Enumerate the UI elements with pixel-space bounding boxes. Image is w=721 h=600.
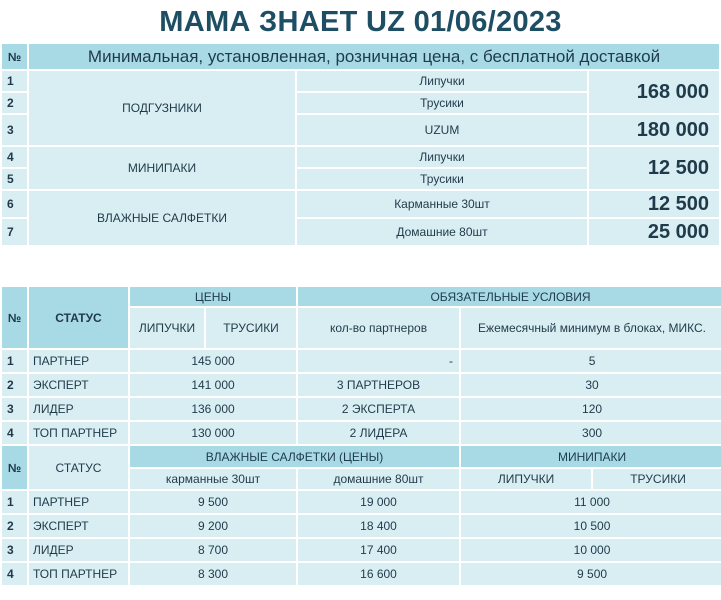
partner-count: 2 ЭКСПЕРТА xyxy=(298,398,459,420)
page-title: МАМА ЗНАЕТ UZ 01/06/2023 xyxy=(159,6,562,38)
status-price: 141 000 xyxy=(130,374,296,396)
status-table xyxy=(0,285,721,587)
status-header: СТАТУС xyxy=(29,446,128,489)
table-row xyxy=(2,539,721,561)
pocket-wipes-price: 9 200 xyxy=(130,515,296,537)
minipack-price: 10 500 xyxy=(461,515,721,537)
partner-count: 2 ЛИДЕРА xyxy=(298,422,459,444)
item-label: UZUM xyxy=(297,115,587,145)
status-name: ЛИДЕР xyxy=(29,398,128,420)
price-value: 12 500 xyxy=(589,191,719,217)
row-number: 6 xyxy=(2,191,27,217)
monthly-minimum: 30 xyxy=(461,374,721,396)
row-number: 1 xyxy=(2,350,27,372)
item-label: Липучки xyxy=(297,147,587,167)
row-number: 2 xyxy=(2,374,27,396)
wipes-header: ВЛАЖНЫЕ САЛФЕТКИ (ЦЕНЫ) xyxy=(130,446,459,467)
table-row xyxy=(2,422,721,444)
item-label: Трусики xyxy=(297,169,587,189)
status-header: СТАТУС xyxy=(29,287,128,348)
row-number: 3 xyxy=(2,398,27,420)
col-partner-count: кол-во партнеров xyxy=(298,308,459,348)
status-name: ТОП ПАРТНЕР xyxy=(29,422,128,444)
item-label: Домашние 80шт xyxy=(297,219,587,245)
home-wipes-price: 19 000 xyxy=(298,491,459,513)
minipack-price: 9 500 xyxy=(461,563,721,585)
status-name: ПАРТНЕР xyxy=(29,350,128,372)
status-name: ТОП ПАРТНЕР xyxy=(29,563,128,585)
pocket-wipes-price: 9 500 xyxy=(130,491,296,513)
row-number: 2 xyxy=(2,93,27,113)
status-name: ЛИДЕР xyxy=(29,539,128,561)
row-number: 3 xyxy=(2,539,27,561)
col-pocket-wipes: карманные 30шт xyxy=(130,469,296,489)
col-minipack-pants: ТРУСИКИ xyxy=(593,469,721,489)
conditions-header: ОБЯЗАТЕЛЬНЫЕ УСЛОВИЯ xyxy=(298,287,721,306)
monthly-minimum: 300 xyxy=(461,422,721,444)
col-velcro: ЛИПУЧКИ xyxy=(130,308,204,348)
price-table-header: Минимальная, установленная, розничная цена, с бесплатной доставкой xyxy=(29,44,719,69)
row-number: 4 xyxy=(2,422,27,444)
pocket-wipes-price: 8 700 xyxy=(130,539,296,561)
col-home-wipes: домашние 80шт xyxy=(298,469,459,489)
row-number: 2 xyxy=(2,515,27,537)
col-pants: ТРУСИКИ xyxy=(206,308,296,348)
row-number: 3 xyxy=(2,115,27,145)
price-value: 25 000 xyxy=(589,219,719,245)
col-minipack-velcro: ЛИПУЧКИ xyxy=(461,469,591,489)
num-header: № xyxy=(2,287,27,348)
group-diapers: ПОДГУЗНИКИ xyxy=(29,71,295,145)
row-number: 4 xyxy=(2,147,27,167)
minipack-price: 11 000 xyxy=(461,491,721,513)
group-wet-wipes: ВЛАЖНЫЕ САЛФЕТКИ xyxy=(29,191,295,245)
home-wipes-price: 16 600 xyxy=(298,563,459,585)
item-label: Карманные 30шт xyxy=(297,191,587,217)
table-row xyxy=(2,491,721,513)
minipack-price: 10 000 xyxy=(461,539,721,561)
price-value: 168 000 xyxy=(589,71,719,113)
group-minipacks: МИНИПАКИ xyxy=(29,147,295,189)
row-number: 7 xyxy=(2,219,27,245)
row-number: 1 xyxy=(2,491,27,513)
home-wipes-price: 18 400 xyxy=(298,515,459,537)
col-monthly-minimum: Ежемесячный минимум в блоках, МИКС. xyxy=(461,308,721,348)
retail-price-table xyxy=(0,42,721,247)
partner-count: - xyxy=(298,350,459,372)
prices-header: ЦЕНЫ xyxy=(130,287,296,306)
table-row xyxy=(2,350,721,372)
home-wipes-price: 17 400 xyxy=(298,539,459,561)
num-header: № xyxy=(2,44,27,69)
table-row xyxy=(2,374,721,396)
status-name: ЭКСПЕРТ xyxy=(29,374,128,396)
item-label: Липучки xyxy=(297,71,587,91)
num-header: № xyxy=(2,446,27,489)
partner-count: 3 ПАРТНЕРОВ xyxy=(298,374,459,396)
price-value: 180 000 xyxy=(589,115,719,145)
status-name: ЭКСПЕРТ xyxy=(29,515,128,537)
monthly-minimum: 120 xyxy=(461,398,721,420)
table-row xyxy=(2,398,721,420)
table-row xyxy=(2,563,721,585)
status-price: 136 000 xyxy=(130,398,296,420)
status-price: 130 000 xyxy=(130,422,296,444)
item-label: Трусики xyxy=(297,93,587,113)
monthly-minimum: 5 xyxy=(461,350,721,372)
status-name: ПАРТНЕР xyxy=(29,491,128,513)
table-row xyxy=(2,515,721,537)
row-number: 1 xyxy=(2,71,27,91)
row-number: 4 xyxy=(2,563,27,585)
pocket-wipes-price: 8 300 xyxy=(130,563,296,585)
price-value: 12 500 xyxy=(589,147,719,189)
row-number: 5 xyxy=(2,169,27,189)
status-price: 145 000 xyxy=(130,350,296,372)
minipacks-header: МИНИПАКИ xyxy=(461,446,721,467)
